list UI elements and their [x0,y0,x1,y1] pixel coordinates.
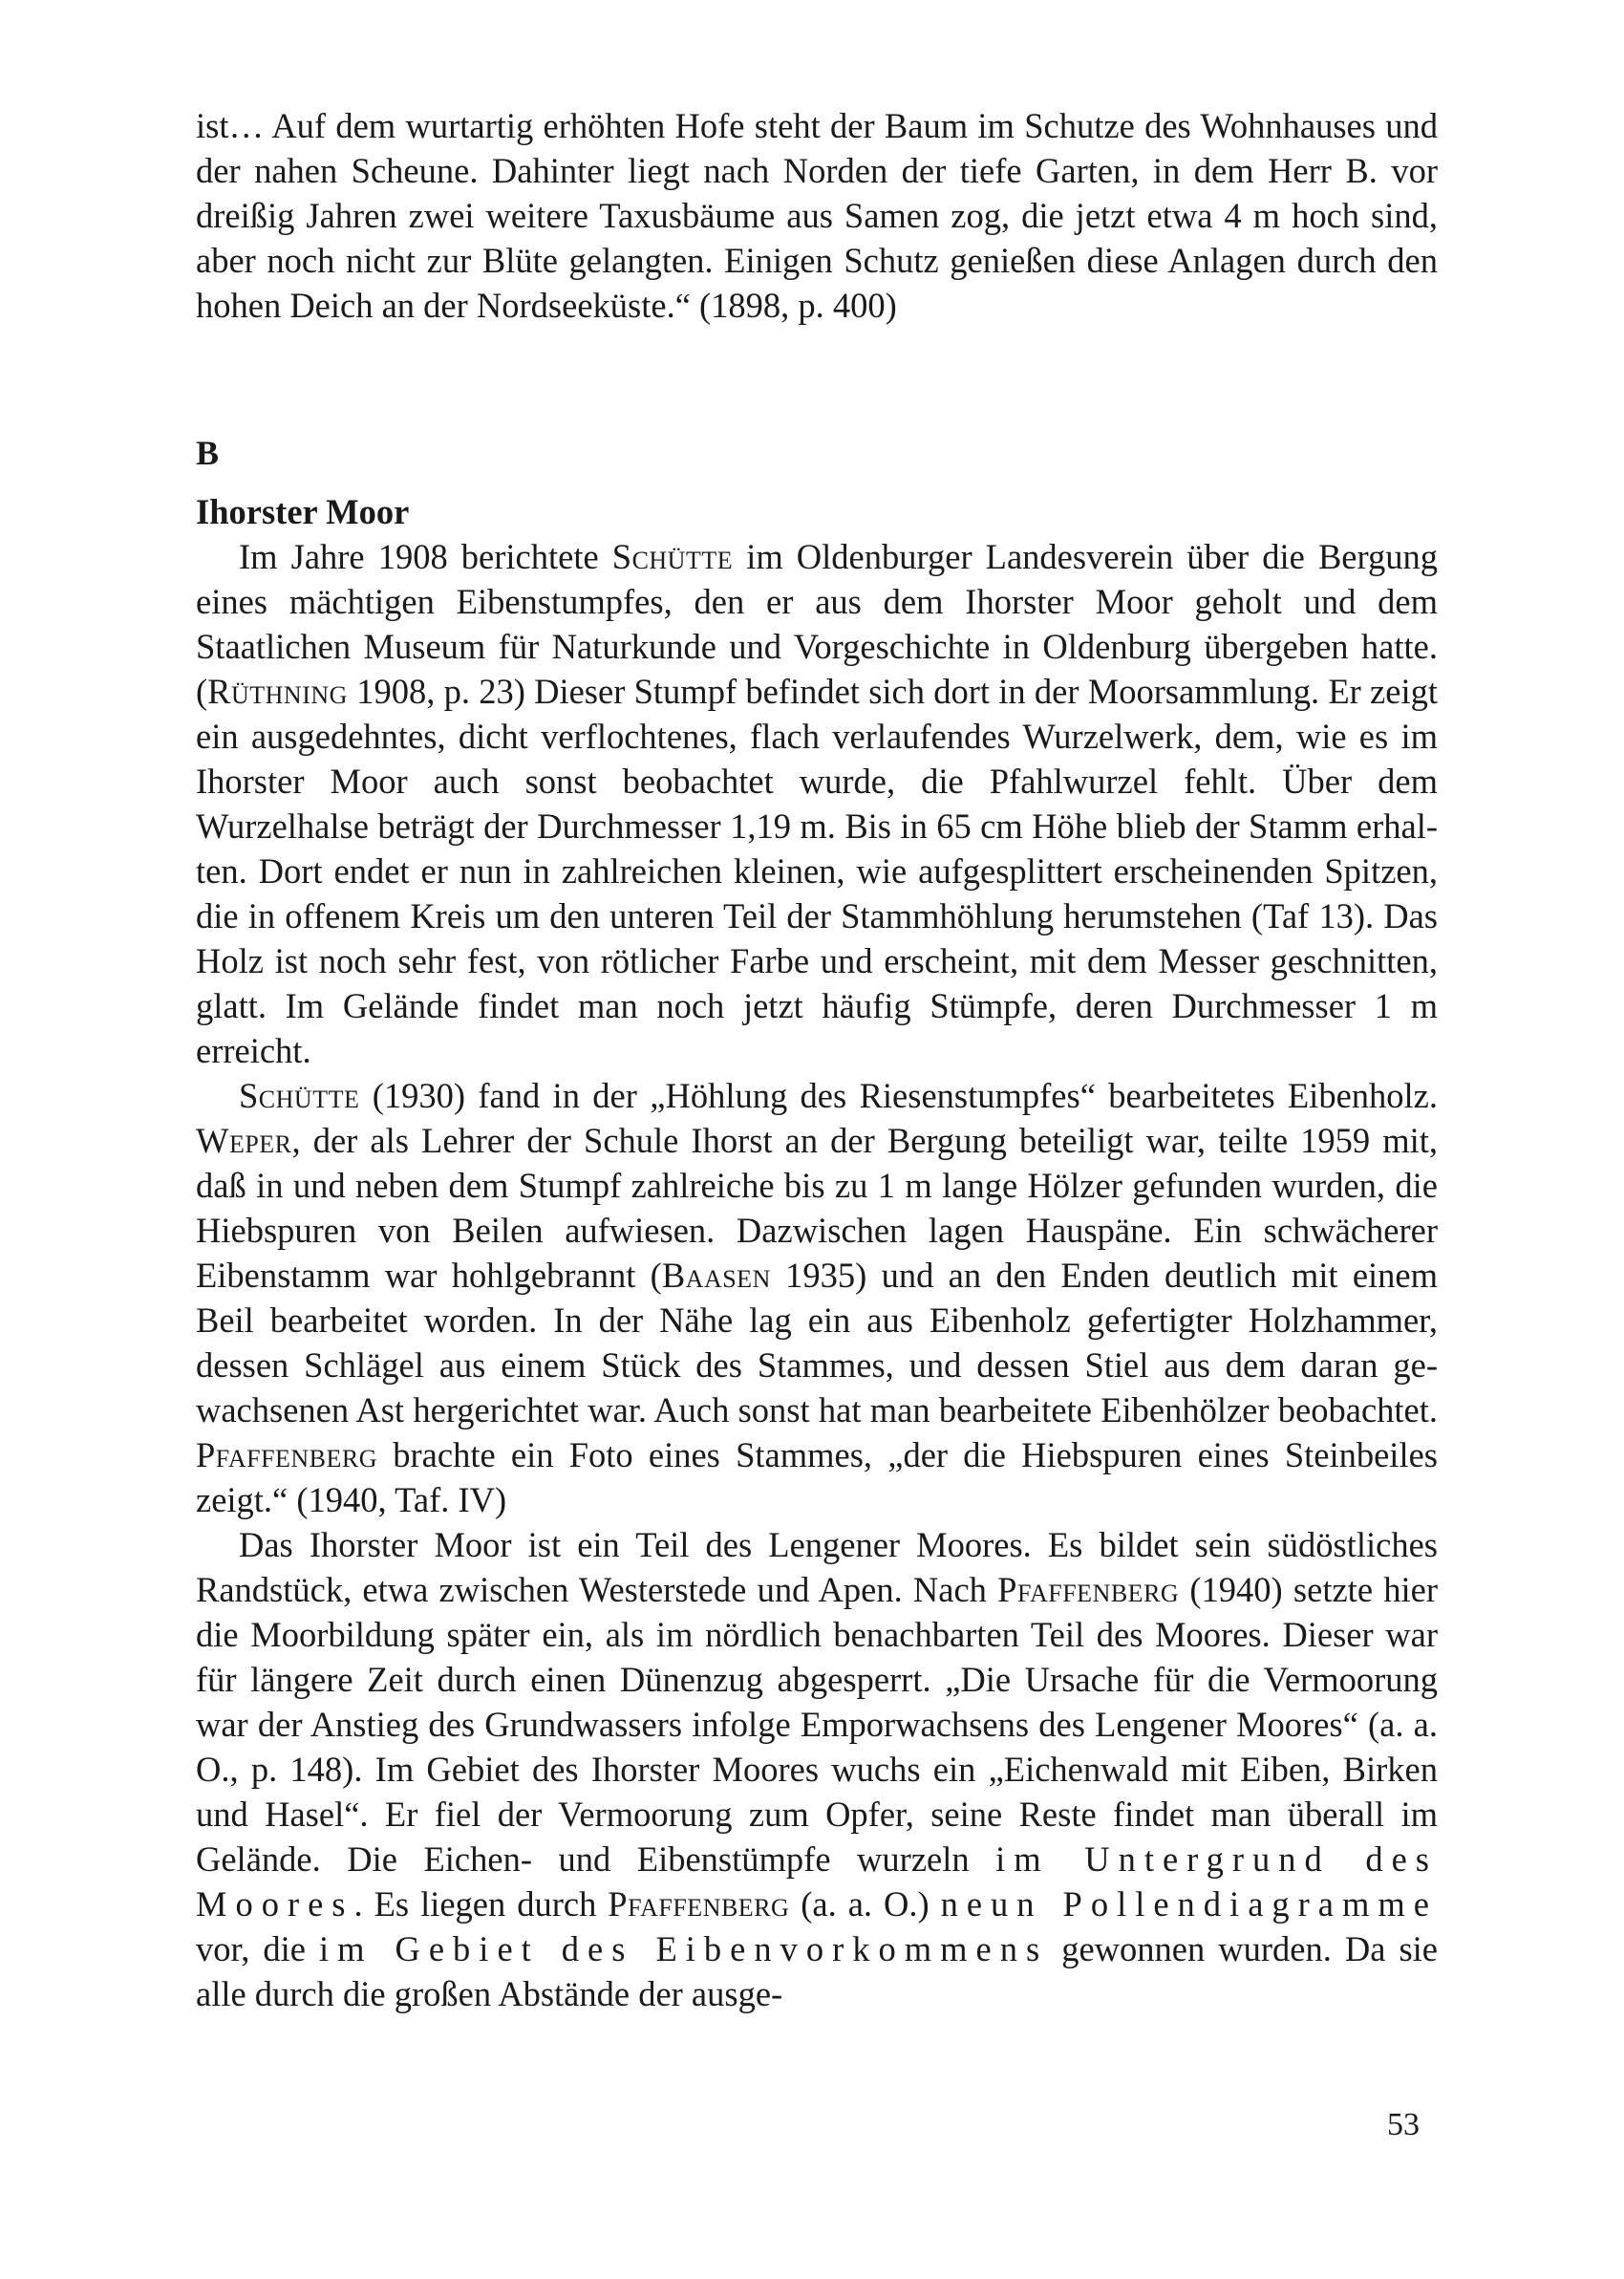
intro-paragraph: ist… Auf dem wurtartig erhöhten Hofe steht der Baum im Schutze des Wohnhauses und der nahen Scheune. Dahinter liegt nach Norden der tiefe Garten, in dem Herr B. vor dreißig Jahren zwei weitere Taxusbäume aus Samen zog, die jetzt etwa 4 m hoch sind, aber noch nicht zur Blüte gelangten. Einigen Schutz genießen diese Anlagen durch den hohen Deich an der Nordseeküste.“ (1898, p. 400) [196,106,1438,325]
section-title: Ihorster Moor [196,492,410,531]
author-name: Baasen [661,1256,771,1295]
author-name: Rüthning [207,672,348,711]
emphasis-spaced: im Untergrund des Moores [196,1839,1438,1924]
author-name: Pfaffenberg [196,1435,378,1474]
emphasis-spaced: im Gebiet des Eibenvorkommens [318,1929,1049,1968]
page-body [196,103,1438,2016]
author-name: Schütte [239,1076,360,1115]
author-name: Pfaffenberg [608,1884,790,1924]
author-name: Pfaffenberg [997,1570,1180,1609]
author-name: Schütte [611,537,734,576]
author-name: Weper [196,1121,292,1160]
paragraph-3: Das Ihorster Moor ist ein Teil des Lengener Moores. Es bildet sein südöstliches Randstück, etwa zwischen Westerstede und Apen. Nach Pfaffenberg (1940) setzte hier die Moorbildung später ein, als im nördlich benachbarten Teil des Moores. Dieser war für längere Zeit durch einen Dünenzug abgesperrt. „Die Ursache für die Vermoorung war der Anstieg des Grundwassers infolge Emporwachsens des Lengener Moores“ (a. a. O., p. 148). Im Gebiet des Ihorster Moores wuchs ein „Eichenwald mit Eiben, Birken und Hasel“. Er fiel der Vermoorung zum Opfer, seine Reste findet man überall im Gelände. Die Eichen- und Eibenstümpfe wurzeln im Untergrund des Moores. Es liegen durch Pfaffenberg (a. a. O.) neun Pollendiagramme vor, die im Gebiet des Eibenvorkommens gewonnen wurden. Da sie alle durch die großen Abstände der ausge- [196,1525,1438,2013]
section-letter: B [196,434,220,472]
paragraph-1: Im Jahre 1908 berichtete Schütte im Oldenburger Landesverein über die Bergung eines mächtigen Eibenstumpfes, den er aus dem Ihorster Moor geholt und dem Staatlichen Museum für Naturkunde und Vorgeschichte in Oldenburg übergeben hatte. (Rüthning 1908, p. 23) Dieser Stumpf befindet sich dort in der Moorsammlung. Er zeigt ein ausgedehntes, dicht verflochtenes, flach verlaufendes Wurzelwerk, dem, wie es im Ihorster Moor auch sonst beobachtet wurde, die Pfahlwurzel fehlt. Über dem Wurzelhalse beträgt der Durchmesser 1,19 m. Bis in 65 cm Höhe blieb der Stamm erhalten. Dort endet er nun in zahlreichen kleinen, wie aufgesplittert erscheinenden Spitzen, die in offenem Kreis um den unteren Teil der Stammhöhlung herumstehen (Taf 13). Das Holz ist noch sehr fest, von rötlicher Farbe und erscheint, mit dem Messer geschnitten, glatt. Im Gelände findet man noch jetzt häufig Stümpfe, deren Durchmesser 1 m erreicht. [196,537,1439,1070]
page-number: 53 [1387,2107,1420,2142]
paragraph-2: Schütte (1930) fand in der „Höhlung des Riesenstumpfes“ bearbeitetes Eibenholz. Weper, der als Lehrer der Schule Ihorst an der Bergung beteiligt war, teilte 1959 mit, daß in und neben dem Stumpf zahlreiche bis zu 1 m lange Hölzer gefunden wurden, die Hiebspuren von Beilen aufwiesen. Dazwischen lagen Hauspäne. Ein schwächerer Eibenstamm war hohlgebrannt (Baasen 1935) und an den Enden deutlich mit einem Beil bearbeitet worden. In der Nähe lag ein aus Eibenholz gefertigter Holzhammer, dessen Schlägel aus einem Stück des Stammes, und dessen Stiel aus dem daran gewachsenen Ast hergerichtet war. Auch sonst hat man bearbeitete Eibenhölzer beobachtet. Pfaffenberg brachte ein Foto eines Stammes, „der die Hiebspuren eines Steinbeiles zeigt.“ (1940, Taf. IV) [196,1076,1438,1519]
emphasis-spaced: neun Pollendiagramme [940,1884,1438,1924]
